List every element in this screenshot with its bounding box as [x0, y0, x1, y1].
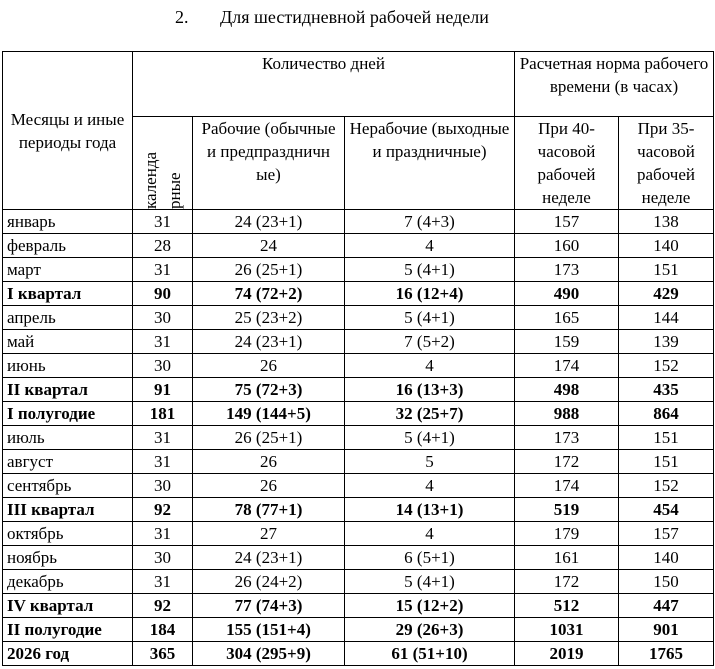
table-row [3, 546, 714, 570]
cell-calendar: 31 [133, 426, 193, 450]
cell-35h: 151 [619, 450, 714, 474]
cell-nonworking: 5 (4+1) [345, 570, 515, 594]
cell-working: 149 (144+5) [193, 402, 345, 426]
cell-working: 25 (23+2) [193, 306, 345, 330]
header-35h: При 35-часовой рабочей неделе [619, 117, 714, 210]
cell-40h: 519 [515, 498, 619, 522]
cell-35h: 152 [619, 474, 714, 498]
cell-working: 304 (295+9) [193, 642, 345, 666]
cell-period: октябрь [3, 522, 133, 546]
cell-nonworking: 7 (5+2) [345, 330, 515, 354]
cell-working: 26 (25+1) [193, 426, 345, 450]
header-calendar [133, 117, 193, 210]
cell-calendar: 92 [133, 594, 193, 618]
cell-35h: 152 [619, 354, 714, 378]
cell-nonworking: 14 (13+1) [345, 498, 515, 522]
cell-nonworking: 5 [345, 450, 515, 474]
cell-nonworking: 4 [345, 234, 515, 258]
table-row [3, 306, 714, 330]
cell-35h: 1765 [619, 642, 714, 666]
cell-nonworking: 16 (12+4) [345, 282, 515, 306]
cell-working: 26 (25+1) [193, 258, 345, 282]
cell-35h: 139 [619, 330, 714, 354]
cell-35h: 150 [619, 570, 714, 594]
section-number: 2. [175, 7, 189, 27]
table-row [3, 258, 714, 282]
header-norm-group: Расчетная норма рабочего времени (в часах) [515, 52, 714, 117]
cell-period: июнь [3, 354, 133, 378]
cell-calendar: 31 [133, 330, 193, 354]
cell-working: 26 [193, 474, 345, 498]
cell-40h: 160 [515, 234, 619, 258]
cell-working: 77 (74+3) [193, 594, 345, 618]
cell-calendar: 31 [133, 210, 193, 234]
cell-40h: 173 [515, 258, 619, 282]
cell-working: 27 [193, 522, 345, 546]
cell-35h: 144 [619, 306, 714, 330]
cell-35h: 454 [619, 498, 714, 522]
cell-40h: 2019 [515, 642, 619, 666]
cell-working: 75 (72+3) [193, 378, 345, 402]
table-row [3, 498, 714, 522]
cell-calendar: 92 [133, 498, 193, 522]
cell-40h: 490 [515, 282, 619, 306]
cell-period: март [3, 258, 133, 282]
cell-calendar: 31 [133, 570, 193, 594]
cell-period: II полугодие [3, 618, 133, 642]
table-row [3, 642, 714, 666]
cell-40h: 988 [515, 402, 619, 426]
cell-calendar: 31 [133, 522, 193, 546]
cell-period: IV квартал [3, 594, 133, 618]
cell-period: февраль [3, 234, 133, 258]
cell-working: 24 (23+1) [193, 546, 345, 570]
cell-working: 26 [193, 450, 345, 474]
cell-40h: 173 [515, 426, 619, 450]
table-body [3, 210, 714, 666]
cell-35h: 151 [619, 258, 714, 282]
cell-calendar: 30 [133, 354, 193, 378]
cell-working: 155 (151+4) [193, 618, 345, 642]
cell-40h: 159 [515, 330, 619, 354]
cell-calendar: 31 [133, 258, 193, 282]
cell-period: I квартал [3, 282, 133, 306]
cell-working: 24 (23+1) [193, 330, 345, 354]
working-time-table [2, 51, 714, 666]
cell-period: апрель [3, 306, 133, 330]
table-row [3, 426, 714, 450]
table-row [3, 594, 714, 618]
cell-calendar: 365 [133, 642, 193, 666]
cell-calendar: 181 [133, 402, 193, 426]
header-working: Рабочие (обычные и предпраздничн ые) [193, 117, 345, 210]
cell-calendar: 28 [133, 234, 193, 258]
cell-calendar: 91 [133, 378, 193, 402]
cell-35h: 429 [619, 282, 714, 306]
cell-working: 24 (23+1) [193, 210, 345, 234]
cell-35h: 140 [619, 546, 714, 570]
cell-nonworking: 5 (4+1) [345, 306, 515, 330]
cell-nonworking: 5 (4+1) [345, 258, 515, 282]
table-row [3, 282, 714, 306]
cell-period: ноябрь [3, 546, 133, 570]
cell-nonworking: 15 (12+2) [345, 594, 515, 618]
cell-nonworking: 7 (4+3) [345, 210, 515, 234]
cell-nonworking: 29 (26+3) [345, 618, 515, 642]
cell-period: III квартал [3, 498, 133, 522]
table-row [3, 474, 714, 498]
cell-calendar: 31 [133, 450, 193, 474]
cell-period: I полугодие [3, 402, 133, 426]
cell-40h: 172 [515, 450, 619, 474]
cell-working: 78 (77+1) [193, 498, 345, 522]
header-days-group: Количество дней [133, 52, 515, 117]
cell-period: II квартал [3, 378, 133, 402]
cell-period: июль [3, 426, 133, 450]
cell-calendar: 30 [133, 474, 193, 498]
cell-40h: 161 [515, 546, 619, 570]
cell-nonworking: 16 (13+3) [345, 378, 515, 402]
cell-nonworking: 4 [345, 522, 515, 546]
cell-nonworking: 4 [345, 354, 515, 378]
table-row [3, 570, 714, 594]
cell-35h: 901 [619, 618, 714, 642]
cell-40h: 174 [515, 354, 619, 378]
cell-working: 26 [193, 354, 345, 378]
cell-nonworking: 61 (51+10) [345, 642, 515, 666]
cell-period: 2026 год [3, 642, 133, 666]
cell-35h: 138 [619, 210, 714, 234]
cell-working: 26 (24+2) [193, 570, 345, 594]
cell-calendar: 30 [133, 306, 193, 330]
table-row [3, 354, 714, 378]
cell-40h: 157 [515, 210, 619, 234]
header-nonworking: Нерабочие (выходные и праздничные) [345, 117, 515, 210]
cell-35h: 151 [619, 426, 714, 450]
header-calendar-text: календа рные [141, 151, 184, 209]
cell-calendar: 90 [133, 282, 193, 306]
cell-working: 24 [193, 234, 345, 258]
header-40h: При 40-часовой рабочей неделе [515, 117, 619, 210]
table-row [3, 450, 714, 474]
cell-period: август [3, 450, 133, 474]
cell-35h: 435 [619, 378, 714, 402]
cell-40h: 498 [515, 378, 619, 402]
table-header [3, 52, 714, 210]
cell-40h: 165 [515, 306, 619, 330]
cell-40h: 1031 [515, 618, 619, 642]
cell-period: май [3, 330, 133, 354]
cell-period: январь [3, 210, 133, 234]
cell-40h: 512 [515, 594, 619, 618]
cell-working: 74 (72+2) [193, 282, 345, 306]
section-heading [0, 4, 715, 30]
cell-40h: 179 [515, 522, 619, 546]
table-row [3, 210, 714, 234]
cell-nonworking: 5 (4+1) [345, 426, 515, 450]
cell-35h: 447 [619, 594, 714, 618]
table-row [3, 618, 714, 642]
section-title: Для шестидневной рабочей недели [220, 7, 489, 27]
table-row [3, 402, 714, 426]
cell-40h: 172 [515, 570, 619, 594]
cell-period: декабрь [3, 570, 133, 594]
table-row [3, 378, 714, 402]
cell-nonworking: 4 [345, 474, 515, 498]
header-period: Месяцы и иные периоды года [3, 52, 133, 210]
table-row [3, 522, 714, 546]
cell-40h: 174 [515, 474, 619, 498]
cell-35h: 140 [619, 234, 714, 258]
cell-35h: 864 [619, 402, 714, 426]
cell-calendar: 30 [133, 546, 193, 570]
table-row [3, 330, 714, 354]
cell-calendar: 184 [133, 618, 193, 642]
cell-period: сентябрь [3, 474, 133, 498]
cell-nonworking: 6 (5+1) [345, 546, 515, 570]
table-row [3, 234, 714, 258]
cell-35h: 157 [619, 522, 714, 546]
cell-nonworking: 32 (25+7) [345, 402, 515, 426]
